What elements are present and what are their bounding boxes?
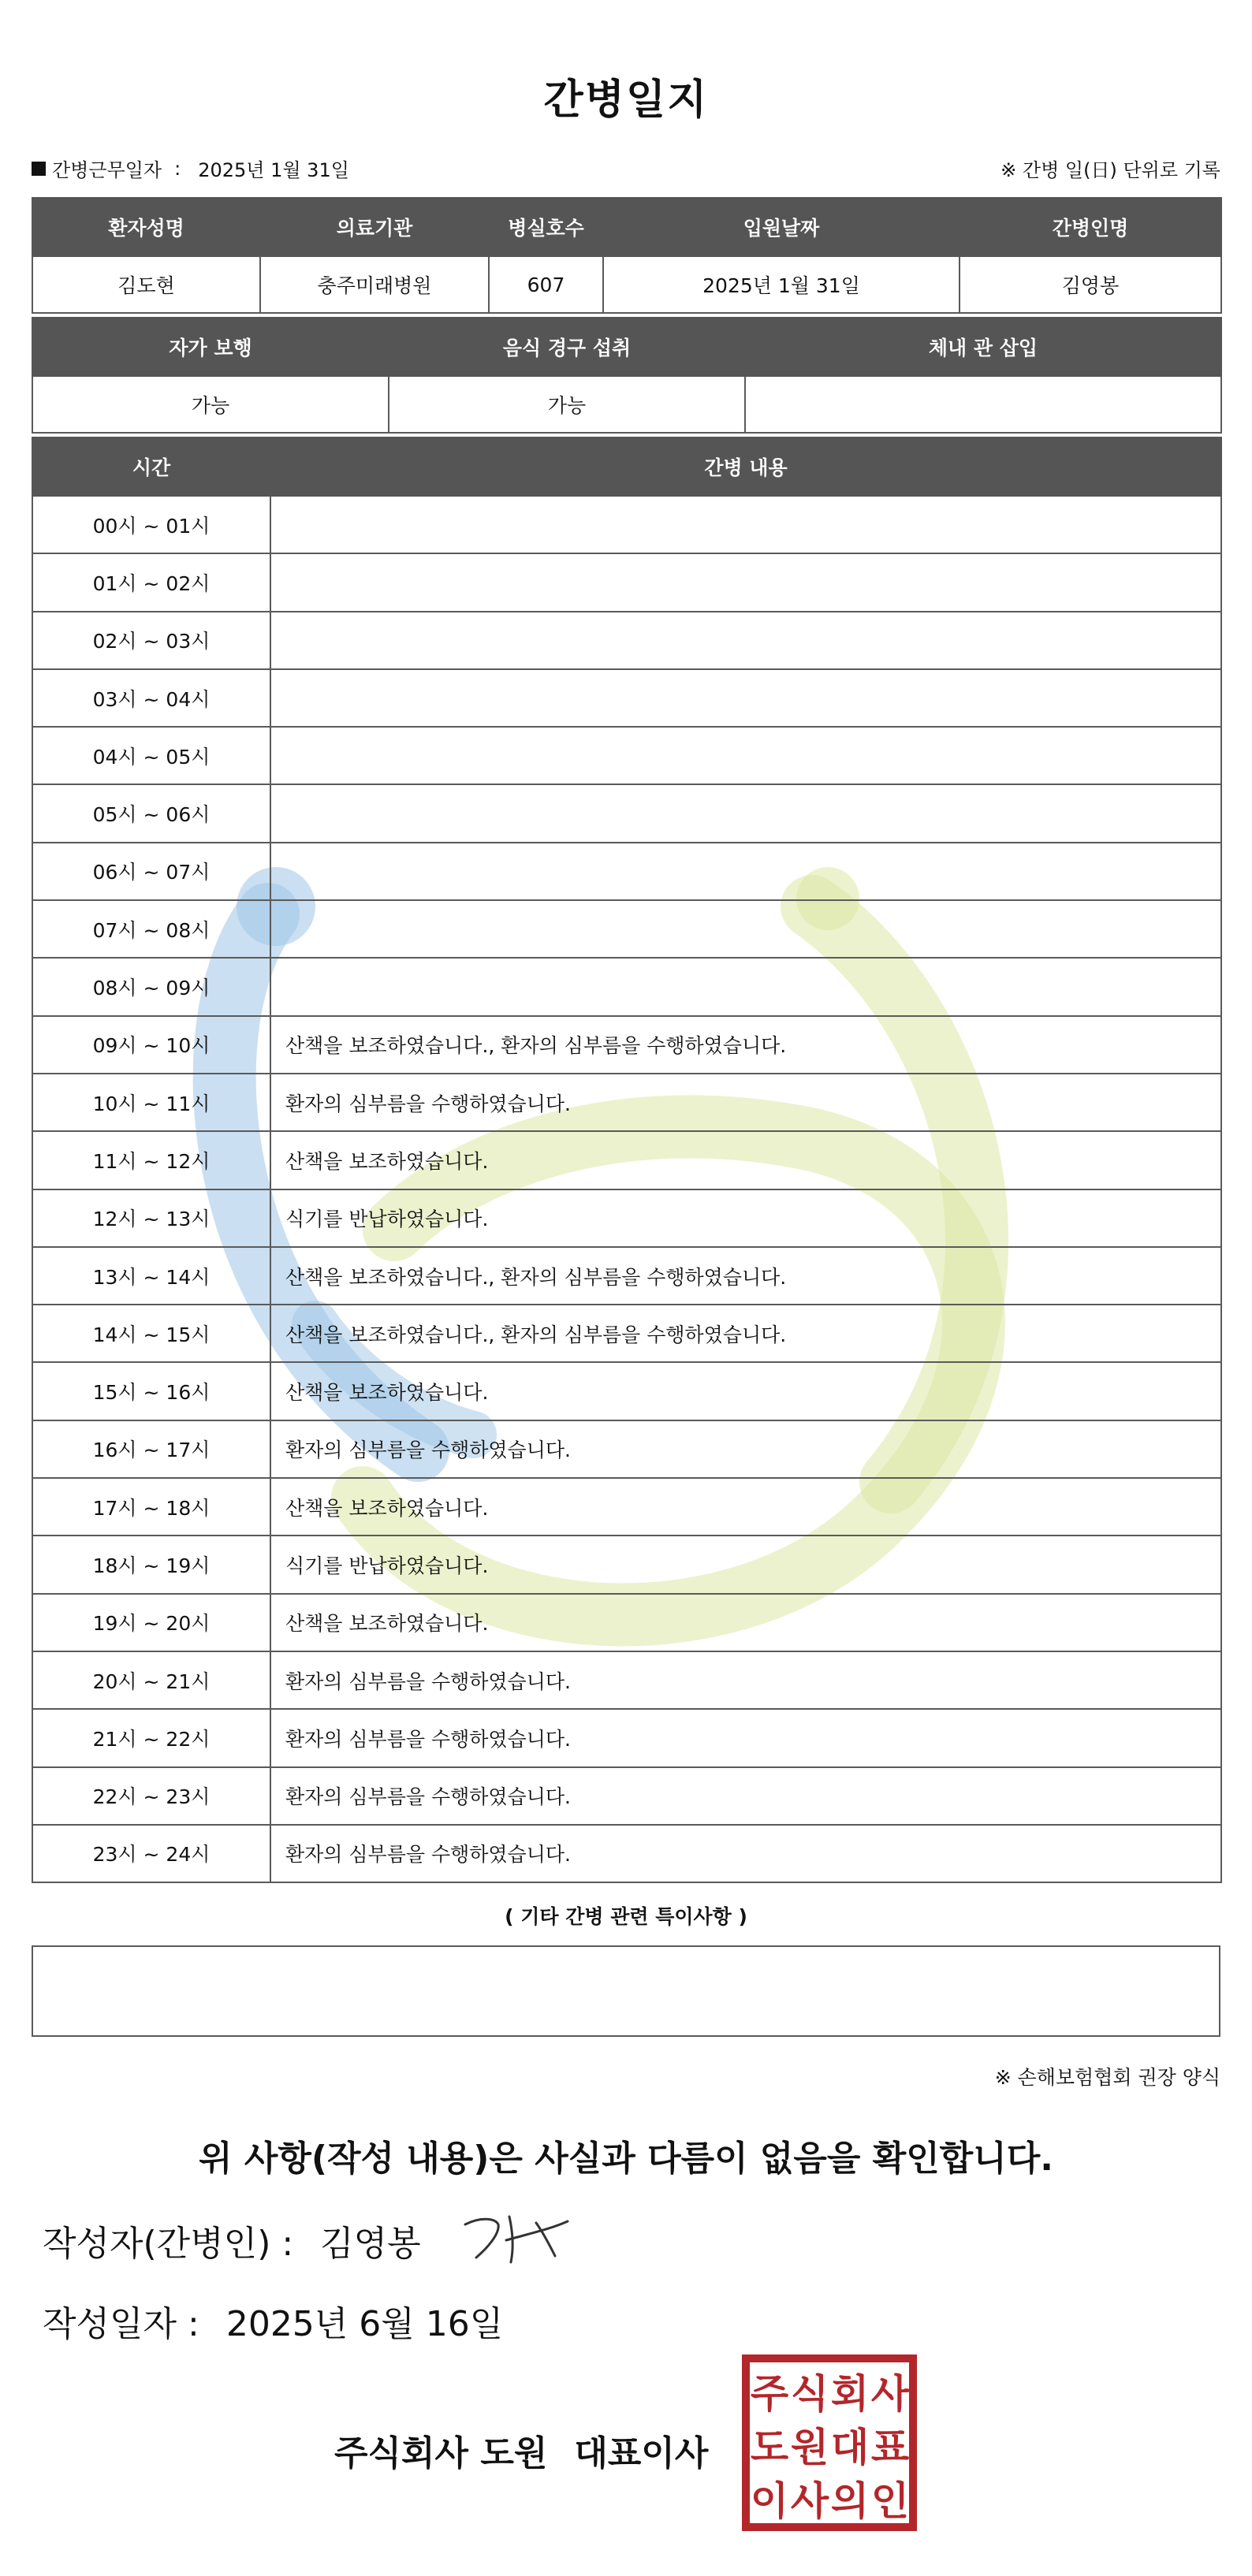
care-log-row — [32, 1247, 1221, 1305]
form-source-note: ※ 손해보험협회 권장 양식 — [994, 2066, 1220, 2089]
written-date-label: 작성일자 : — [43, 2304, 199, 2344]
care-log-row — [32, 1074, 1221, 1131]
tube-insertion-value — [745, 376, 1221, 433]
care-log-row — [32, 496, 1221, 553]
care-log-time: 03시 ~ 04시 — [32, 669, 270, 727]
care-log-row — [32, 784, 1221, 842]
care-log-time: 23시 ~ 24시 — [32, 1825, 270, 1882]
care-log-note: 산책을 보조하였습니다. — [270, 1594, 1221, 1651]
care-log-time: 15시 ~ 16시 — [32, 1362, 270, 1420]
header-care-content: 간병 내용 — [270, 437, 1221, 496]
representative-title: 대표이사 — [574, 2433, 709, 2474]
writer-row — [43, 2215, 421, 2265]
record-unit-note: ※ 간병 일(日) 단위로 기록 — [1000, 159, 1220, 181]
admission-date: 2025년 1월 31일 — [603, 256, 959, 313]
care-log-time: 00시 ~ 01시 — [32, 496, 270, 553]
care-log-row — [32, 669, 1221, 727]
care-log-row — [32, 843, 1221, 900]
written-date-row — [43, 2295, 503, 2346]
care-log-time: 19시 ~ 20시 — [32, 1594, 270, 1651]
care-log-header-row — [32, 437, 1221, 496]
care-log-time: 04시 ~ 05시 — [32, 727, 270, 784]
seal-character: 대 — [830, 2425, 870, 2470]
header-tube-insertion: 체내 관 삽입 — [745, 318, 1221, 376]
header-oral-intake: 음식 경구 섭취 — [389, 318, 745, 376]
work-date-label: 간병근무일자 — [52, 159, 162, 181]
care-log-note: 산책을 보조하였습니다., 환자의 심부름을 수행하였습니다. — [270, 1016, 1221, 1074]
care-log-note: 식기를 반납하였습니다. — [270, 1536, 1221, 1593]
care-log-time: 07시 ~ 08시 — [32, 900, 270, 958]
care-log-note — [270, 900, 1221, 958]
care-log-note: 환자의 심부름을 수행하였습니다. — [270, 1767, 1221, 1825]
care-log-note — [270, 784, 1221, 842]
seal-character: 의 — [830, 2478, 870, 2524]
company-signature-line — [334, 2425, 708, 2475]
writer-name: 김영봉 — [320, 2224, 421, 2264]
oral-intake-value: 가능 — [389, 376, 745, 433]
care-log-row — [32, 1189, 1221, 1247]
care-log-time: 20시 ~ 21시 — [32, 1651, 270, 1709]
care-log-note: 산책을 보조하였습니다., 환자의 심부름을 수행하였습니다. — [270, 1247, 1221, 1305]
seal-character: 회 — [830, 2371, 870, 2417]
care-log-row — [32, 900, 1221, 958]
care-log-row — [32, 958, 1221, 1015]
header-hospital: 의료기관 — [260, 198, 489, 256]
care-log-row — [32, 1536, 1221, 1593]
patient-ability-table — [32, 317, 1222, 434]
special-notes-label: ( 기타 간병 관련 특이사항 ) — [505, 1905, 747, 1928]
care-log-time: 06시 ~ 07시 — [32, 843, 270, 900]
work-date-value: 2025년 1월 31일 — [198, 159, 349, 181]
work-date — [32, 154, 349, 182]
company-seal — [741, 2354, 918, 2532]
company-name: 주식회사 도원 — [334, 2433, 548, 2474]
care-log-note: 환자의 심부름을 수행하였습니다. — [270, 1074, 1221, 1131]
care-log-time: 05시 ~ 06시 — [32, 784, 270, 842]
care-log-note: 산책을 보조하였습니다. — [270, 1131, 1221, 1189]
care-log-table — [32, 437, 1222, 1883]
ability-header-row — [32, 318, 1221, 376]
header-patient-name: 환자성명 — [32, 198, 260, 256]
patient-info-table — [32, 197, 1222, 314]
work-date-row — [32, 154, 1220, 183]
work-date-separator: : — [174, 157, 181, 180]
care-log-note — [270, 669, 1221, 727]
seal-character: 사 — [790, 2478, 829, 2524]
care-log-note: 산책을 보조하였습니다. — [270, 1478, 1221, 1536]
care-log-row — [32, 1651, 1221, 1709]
special-notes-box — [32, 1945, 1220, 2037]
care-log-body — [32, 496, 1221, 1882]
care-log-row — [32, 612, 1221, 669]
care-log-time: 11시 ~ 12시 — [32, 1131, 270, 1189]
care-log-row — [32, 1709, 1221, 1766]
care-log-row — [32, 1305, 1221, 1362]
care-log-row — [32, 1420, 1221, 1478]
care-log-note — [270, 727, 1221, 784]
document-title: 간병일지 — [543, 76, 709, 124]
care-log-note: 환자의 심부름을 수행하였습니다. — [270, 1709, 1221, 1766]
care-log-note — [270, 553, 1221, 611]
caregiver-name: 김영봉 — [959, 256, 1221, 313]
care-log-row — [32, 1825, 1221, 1882]
hospital-name: 충주미래병원 — [260, 256, 489, 313]
care-log-time: 21시 ~ 22시 — [32, 1709, 270, 1766]
care-log-time: 12시 ~ 13시 — [32, 1189, 270, 1247]
care-log-row — [32, 553, 1221, 611]
seal-character: 주 — [750, 2371, 789, 2417]
room-number: 607 — [489, 256, 603, 313]
care-log-time: 02시 ~ 03시 — [32, 612, 270, 669]
care-log-time: 14시 ~ 15시 — [32, 1305, 270, 1362]
care-log-note — [270, 612, 1221, 669]
written-date-value: 2025년 6월 16일 — [225, 2304, 504, 2344]
header-self-walking: 자가 보행 — [32, 318, 389, 376]
seal-character: 원 — [790, 2425, 829, 2470]
care-log-note — [270, 496, 1221, 553]
header-caregiver-name: 간병인명 — [959, 198, 1221, 256]
care-log-row — [32, 1767, 1221, 1825]
care-log-time: 18시 ~ 19시 — [32, 1536, 270, 1593]
seal-character: 도 — [750, 2425, 789, 2470]
care-log-time: 13시 ~ 14시 — [32, 1247, 270, 1305]
care-log-note — [270, 958, 1221, 1015]
header-admission-date: 입원날짜 — [603, 198, 959, 256]
care-log-note: 식기를 반납하였습니다. — [270, 1189, 1221, 1247]
self-walking-value: 가능 — [32, 376, 389, 433]
care-log-time: 01시 ~ 02시 — [32, 553, 270, 611]
care-log-time: 16시 ~ 17시 — [32, 1420, 270, 1478]
writer-label: 작성자(간병인) : — [43, 2224, 294, 2264]
seal-character: 인 — [870, 2478, 910, 2524]
care-log-time: 17시 ~ 18시 — [32, 1478, 270, 1536]
care-log-note: 산책을 보조하였습니다., 환자의 심부름을 수행하였습니다. — [270, 1305, 1221, 1362]
patient-value-row — [32, 256, 1221, 313]
care-log-row — [32, 1131, 1221, 1189]
ability-value-row — [32, 376, 1221, 433]
patient-name: 김도현 — [32, 256, 260, 313]
care-log-time: 08시 ~ 09시 — [32, 958, 270, 1015]
header-time: 시간 — [32, 437, 270, 496]
care-log-row — [32, 1362, 1221, 1420]
header-room-number: 병실호수 — [489, 198, 603, 256]
care-log-note: 환자의 심부름을 수행하였습니다. — [270, 1651, 1221, 1709]
care-log-note: 산책을 보조하였습니다. — [270, 1362, 1221, 1420]
seal-character: 이 — [750, 2478, 789, 2524]
care-log-note: 환자의 심부름을 수행하였습니다. — [270, 1420, 1221, 1478]
handwritten-signature — [457, 2207, 576, 2270]
square-bullet-icon — [32, 162, 46, 176]
confirmation-statement: 위 사항(작성 내용)은 사실과 다름이 없음을 확인합니다. — [199, 2139, 1053, 2179]
seal-character: 식 — [790, 2371, 829, 2417]
care-log-row — [32, 1478, 1221, 1536]
care-log-time: 22시 ~ 23시 — [32, 1767, 270, 1825]
care-log-note: 환자의 심부름을 수행하였습니다. — [270, 1825, 1221, 1882]
care-log-time: 10시 ~ 11시 — [32, 1074, 270, 1131]
seal-character: 표 — [870, 2425, 910, 2470]
care-log-row — [32, 1016, 1221, 1074]
care-log-note — [270, 843, 1221, 900]
care-log-time: 09시 ~ 10시 — [32, 1016, 270, 1074]
care-log-row — [32, 1594, 1221, 1651]
seal-character: 사 — [870, 2371, 910, 2417]
care-log-row — [32, 727, 1221, 784]
patient-header-row — [32, 198, 1221, 256]
